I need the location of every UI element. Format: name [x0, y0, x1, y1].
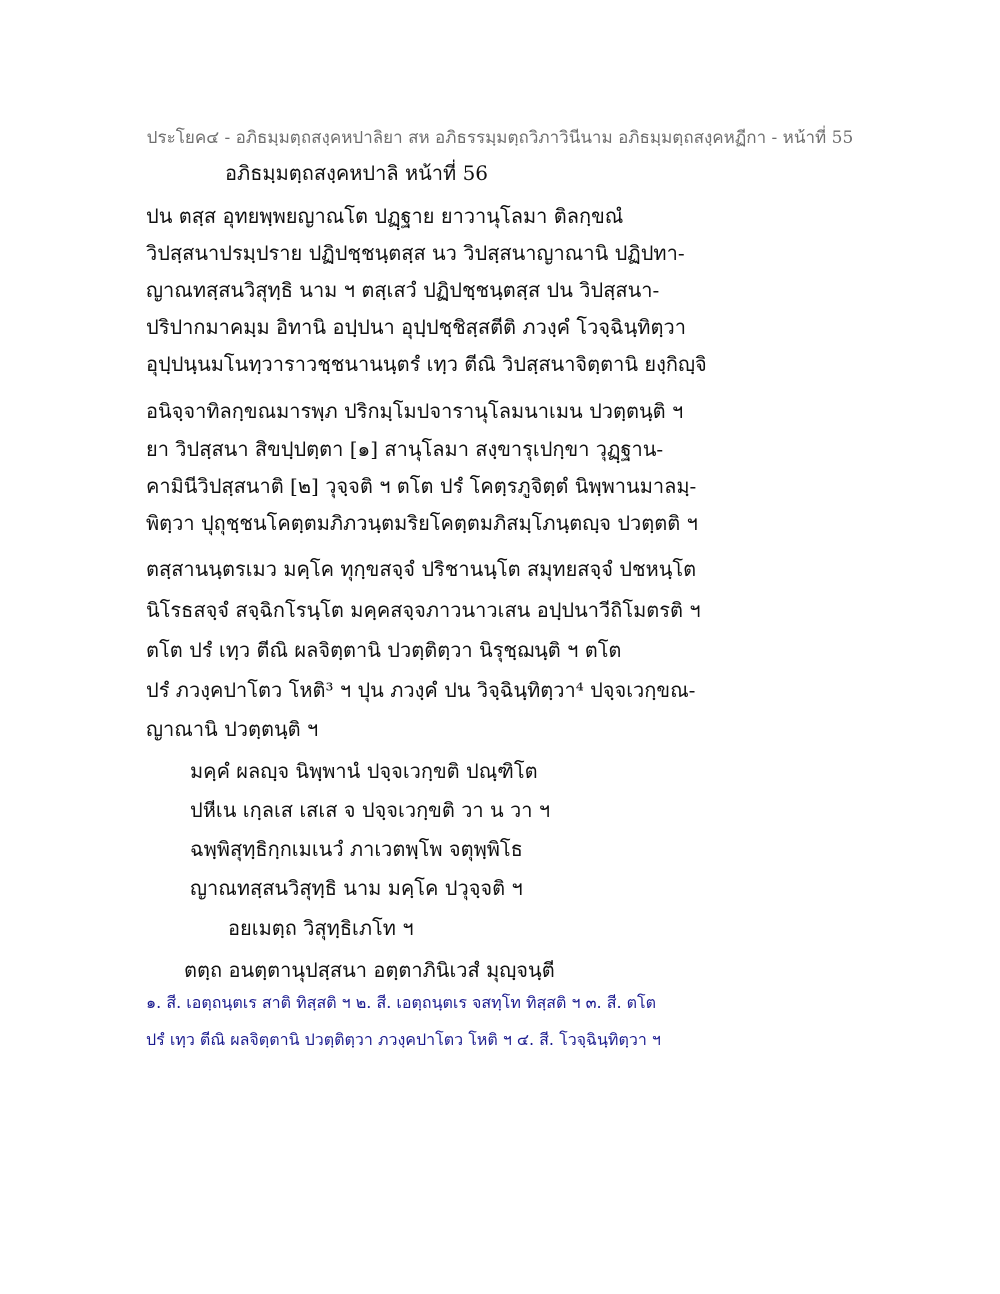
prose-line: คามินีวิปสฺสนาติ [๒] วุจฺจติ ฯ ตโต ปรํ โคตฺรภูจิตฺตํ นิพฺพานมาลมฺ-: [146, 474, 697, 498]
closing-line: อยเมตฺถ วิสุทฺธิเภโท ฯ: [228, 916, 414, 940]
footnote-line: ปรํ เทฺว ตีณิ ผลจิตฺตานิ ปวตฺติตฺวา ภวงฺคปาโตว โหติ ฯ ๔. สี. โวจฺฉินฺทิตฺวา ฯ: [146, 1030, 661, 1049]
prose-line: ญาณานิ ปวตฺตนฺติ ฯ: [146, 717, 319, 741]
prose-line: นิโรธสจฺจํ สจฺฉิกโรนฺโต มคฺคสจฺจภาวนาวเสน อปฺปนาวีถิโมตรติ ฯ: [146, 598, 701, 622]
verse-line: ปหีเน เกฺลเส เสเส จ ปจฺจเวกฺขติ วา น วา ฯ: [190, 798, 551, 822]
footnote-line: ๑. สี. เอตฺถนฺตเร สาติ ทิสฺสติ ฯ ๒. สี. เอตฺถนฺตเร จสทฺโท ทิสฺสติ ฯ ๓. สี. ตโต: [146, 993, 656, 1012]
prose-line: ปน ตสฺส อุทยพฺพยญาณโต ปฏฺฐาย ยาวานุโลมา ติลกฺขณํ: [146, 204, 624, 228]
prose-line: วิปสฺสนาปรมฺปราย ปฏิปชฺชนฺตสฺส นว วิปสฺสนาญาณานิ ปฏิปทา-: [146, 241, 685, 265]
page-title: อภิธมฺมตฺถสงฺคหปาลิ หน้าที่ 56: [225, 161, 489, 185]
verse-line: ญาณทสฺสนวิสุทฺธิ นาม มคฺโค ปวุจฺจติ ฯ: [190, 876, 523, 900]
prose-line: ยา วิปสฺสนา สิขปฺปตฺตา [๑] สานุโลมา สงฺขารุเปกฺขา วุฏฺฐาน-: [146, 437, 664, 461]
running-header: ประโยค๔ - อภิธมฺมตฺถสงฺคหปาลิยา สห อภิธรรมฺมตฺถวิภาวินีนาม อภิธมฺมตฺถสงฺคหฏีกา - หน้าที่ 55: [146, 128, 854, 148]
verse-line: ฉพฺพิสุทฺธิกฺกเมเนวํ ภาเวตพฺโพ จตุพฺพิโธ: [190, 837, 523, 861]
next-section-line: ตตฺถ อนตฺตานุปสฺสนา อตฺตาภินิเวสํ มุญฺจนฺตี: [184, 958, 555, 982]
verse-line: มคฺคํ ผลญฺจ นิพฺพานํ ปจฺจเวกฺขติ ปณฺฑิโต: [190, 759, 538, 783]
prose-line: ปริปากมาคมฺม อิทานิ อปฺปนา อุปฺปชฺชิสฺสตีติ ภวงฺคํ โวจฺฉินฺทิตฺวา: [146, 315, 686, 339]
prose-line: ปรํ ภวงฺคปาโตว โหติ³ ฯ ปุน ภวงฺคํ ปน วิจฺฉินฺทิตฺวา⁴ ปจฺจเวกฺขณ-: [146, 678, 696, 702]
prose-line: พิตฺวา ปุถุชฺชนโคตฺตมภิภวนฺตมริยโคตฺตมภิสมฺโภนฺตญฺจ ปวตฺตติ ฯ: [146, 511, 698, 535]
prose-line: ญาณทสฺสนวิสุทฺธิ นาม ฯ ตสฺเสวํ ปฏิปชฺชนฺตสฺส ปน วิปสฺสนา-: [146, 278, 660, 302]
prose-line: ตสฺสานนฺตรเมว มคฺโค ทุกฺขสจฺจํ ปริชานนฺโต สมุทยสจฺจํ ปชหนฺโต: [146, 557, 697, 581]
prose-line: ตโต ปรํ เทฺว ตีณิ ผลจิตฺตานิ ปวตฺติตฺวา นิรุชฺฌนฺติ ฯ ตโต: [146, 638, 622, 662]
prose-line: อนิจฺจาทิลกฺขณมารพฺภ ปริกมฺโมปจารานุโลมนาเมน ปวตฺตนฺติ ฯ: [146, 399, 684, 423]
prose-line: อุปฺปนฺนมโนทฺวาราวชฺชนานนฺตรํ เทฺว ตีณิ วิปสฺสนาจิตฺตานิ ยงฺกิญฺจิ: [146, 352, 707, 376]
